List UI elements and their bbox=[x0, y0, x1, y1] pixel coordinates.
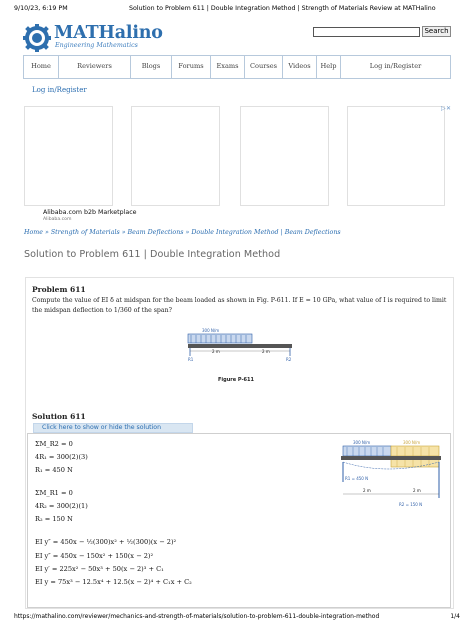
fig2-span-left: 2 m bbox=[363, 488, 371, 493]
equation: R₁ = 450 N bbox=[35, 466, 73, 474]
equation: 4R₂ = 300(2)(1) bbox=[35, 502, 88, 510]
solution-figure bbox=[337, 436, 445, 528]
ad-panel[interactable] bbox=[131, 106, 220, 206]
nav-courses[interactable]: Courses bbox=[245, 56, 283, 78]
fig1-span-right: 2 m bbox=[262, 349, 270, 354]
page-number: 1/4 bbox=[450, 613, 460, 620]
page-title: Solution to Problem 611 | Double Integration Method bbox=[24, 249, 281, 260]
nav-help[interactable]: Help bbox=[317, 56, 341, 78]
equation: ΣM_R2 = 0 bbox=[35, 440, 73, 448]
site-tagline: Engineering Mathematics bbox=[55, 42, 138, 49]
figure-caption: Figure P-611 bbox=[218, 377, 254, 383]
equation: EI y″ = 450x − 150x² + 150(x − 2)² bbox=[35, 552, 154, 560]
ad-sublabel: Alibaba.com bbox=[43, 217, 72, 222]
print-title: Solution to Problem 611 | Double Integration Method | Strength of Materials Review at MATHalino bbox=[129, 5, 436, 12]
print-date: 9/10/23, 6:19 PM bbox=[14, 5, 68, 12]
figure-p611 bbox=[180, 325, 300, 375]
solution-heading: Solution 611 bbox=[32, 412, 86, 421]
equation: EI y″ = 450x − ½(300)x² + ½(300)(x − 2)² bbox=[35, 538, 177, 546]
equation: 4R₁ = 300(2)(3) bbox=[35, 453, 88, 461]
nav-exams[interactable]: Exams bbox=[211, 56, 245, 78]
fig1-r2-label: R2 bbox=[286, 357, 292, 362]
toggle-solution-button[interactable]: Click here to show or hide the solution bbox=[33, 423, 193, 433]
fig2-span-right: 2 m bbox=[413, 488, 421, 493]
ad-close-icon[interactable]: ✕ bbox=[446, 105, 452, 112]
site-name[interactable]: MATHalino bbox=[54, 23, 163, 43]
ad-panel[interactable] bbox=[240, 106, 329, 206]
nav-reviewers[interactable]: Reviewers bbox=[59, 56, 131, 78]
problem-heading: Problem 611 bbox=[32, 285, 86, 294]
equation: ΣM_R1 = 0 bbox=[35, 489, 73, 497]
fig2-load-right: 300 N/m bbox=[403, 440, 421, 445]
fig1-load-label: 300 N/m bbox=[202, 328, 220, 333]
nav-forums[interactable]: Forums bbox=[172, 56, 211, 78]
logo-icon[interactable] bbox=[23, 24, 51, 52]
login-link[interactable]: Log in/Register bbox=[32, 86, 87, 94]
ad-panel[interactable] bbox=[347, 106, 445, 206]
breadcrumb[interactable]: Home » Strength of Materials » Beam Deflections » Double Integration Method | Beam Deflections bbox=[24, 229, 341, 236]
nav-login[interactable]: Log in/Register bbox=[369, 62, 422, 70]
print-url: https://mathalino.com/reviewer/mechanics-and-strength-of-materials/solution-to-problem-611-double-integration-method bbox=[14, 613, 380, 620]
fig2-load-left: 300 N/m bbox=[353, 440, 371, 445]
problem-text: Compute the value of EI δ at midspan for the beam loaded as shown in Fig. P-611. If E = 10 GPa, what value of I is required to limit the midspan deflection to 1/360 of the span? bbox=[32, 297, 447, 314]
fig1-span-left: 2 m bbox=[212, 349, 220, 354]
nav-blogs[interactable]: Blogs bbox=[131, 56, 172, 78]
search-button[interactable]: Search bbox=[422, 26, 451, 37]
fig2-r2-label: R2 = 150 N bbox=[399, 502, 423, 507]
fig1-r1-label: R1 bbox=[188, 357, 194, 362]
nav-home[interactable]: Home bbox=[24, 56, 59, 78]
nav-videos[interactable]: Videos bbox=[283, 56, 317, 78]
ad-label[interactable]: Alibaba.com b2b Marketplace bbox=[43, 209, 137, 216]
equation: EI y′ = 225x² − 50x³ + 50(x − 2)³ + C₁ bbox=[35, 565, 164, 573]
ad-info-icon[interactable]: ▷ bbox=[441, 105, 446, 112]
main-nav bbox=[23, 55, 451, 79]
equation: R₂ = 150 N bbox=[35, 515, 73, 523]
equation: EI y = 75x³ − 12.5x⁴ + 12.5(x − 2)⁴ + C₁x + C₂ bbox=[35, 578, 192, 586]
search-input[interactable] bbox=[313, 27, 420, 37]
ad-panel[interactable] bbox=[24, 106, 113, 206]
fig2-r1-label: R1 = 450 N bbox=[345, 476, 369, 481]
